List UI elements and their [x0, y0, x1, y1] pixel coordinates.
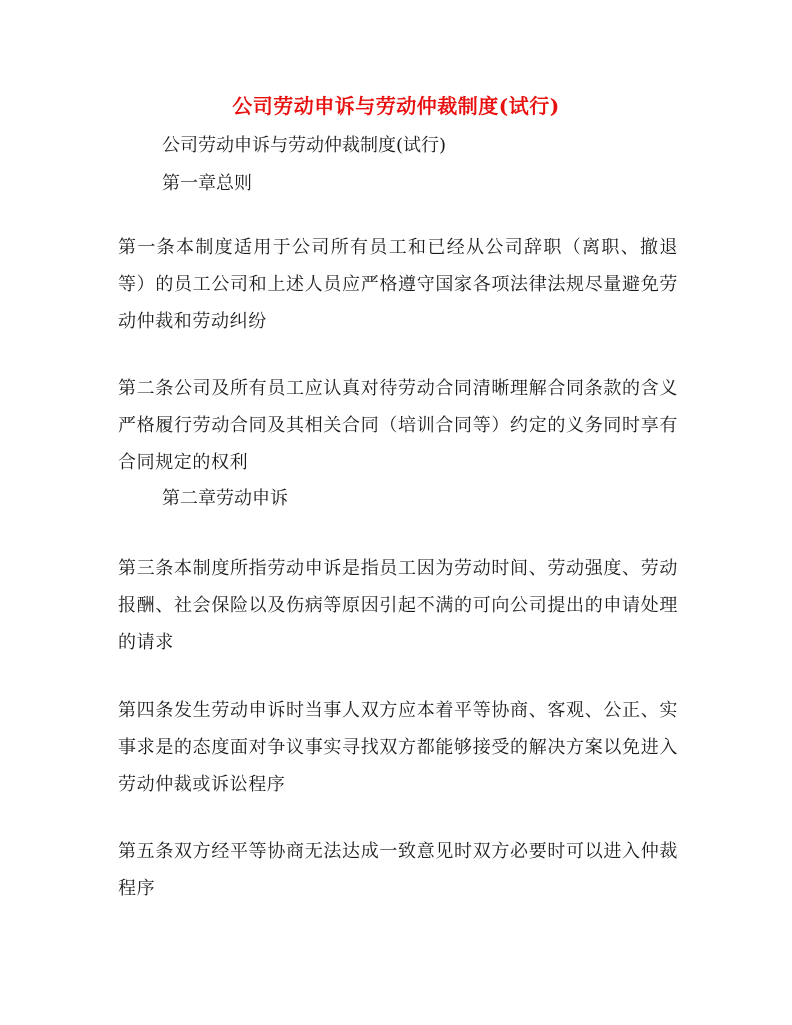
article-1: 第一条本制度适用于公司所有员工和已经从公司辞职（离职、撤退等）的员工公司和上述人员应严格遵守国家各项法律法规尽量避免劳动仲裁和劳动纠纷 [118, 237, 678, 332]
document-subtitle: 公司劳动申诉与劳动仲裁制度(试行) [162, 135, 447, 156]
chapter-heading-2: 第二章劳动申诉 [162, 488, 288, 509]
document-title: 公司劳动申诉与劳动仲裁制度(试行) [232, 94, 560, 118]
chapter-heading-1: 第一章总则 [162, 173, 252, 194]
article-3: 第三条本制度所指劳动申诉是指员工因为劳动时间、劳动强度、劳动报酬、社会保险以及伤病等原因引起不满的可向公司提出的申请处理的请求 [118, 558, 678, 653]
article-2: 第二条公司及所有员工应认真对待劳动合同清晰理解合同条款的含义严格履行劳动合同及其相关合同（培训合同等）约定的义务同时享有合同规定的权利 [118, 378, 678, 473]
article-5: 第五条双方经平等协商无法达成一致意见时双方必要时可以进入仲裁程序 [118, 841, 678, 899]
article-4: 第四条发生劳动申诉时当事人双方应本着平等协商、客观、公正、实事求是的态度面对争议事实寻找双方都能够接受的解决方案以免进入劳动仲裁或诉讼程序 [118, 700, 678, 795]
